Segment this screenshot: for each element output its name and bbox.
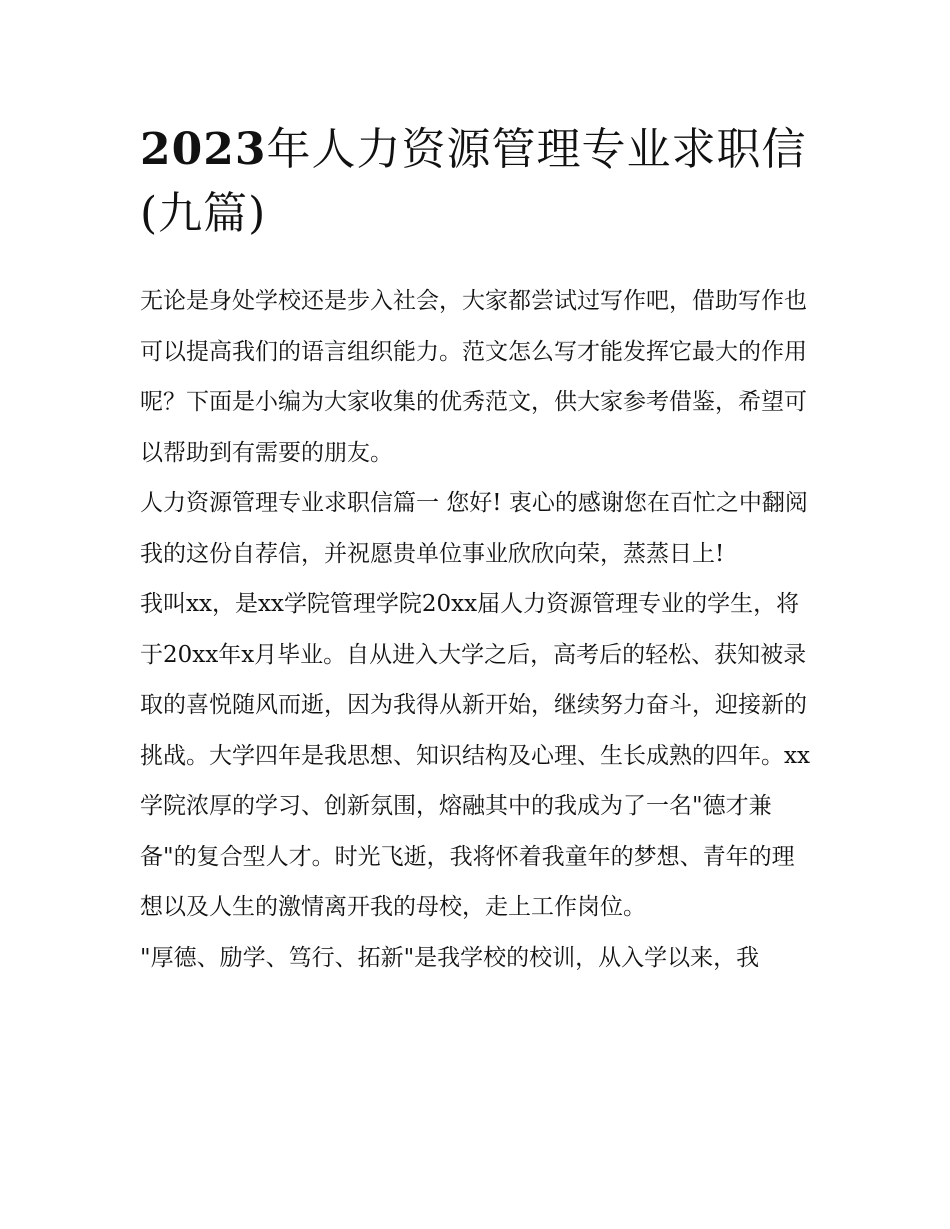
motto-paragraph: "厚德、励学、笃行、拓新"是我学校的校训，从入学以来，我 <box>140 944 760 971</box>
document-page <box>140 118 815 983</box>
intro-paragraph: 无论是身处学校还是步入社会，大家都尝试过写作吧，借助写作也可以提高我们的语言组织能力。范文怎么写才能发挥它最大的作用呢？下面是小编为大家收集的优秀范文，供大家参考借鉴，希望可以帮助到有需要的朋友。 <box>140 288 807 466</box>
title-text: 年人力资源管理专业求职信(九篇) <box>140 124 807 239</box>
title-year: 2023 <box>140 124 267 175</box>
self-intro-paragraph: 我叫xx，是xx学院管理学院20xx届人力资源管理专业的学生，将于20xx年x月毕业。自从进入大学之后，高考后的轻松、获知被录取的喜悦随风而逝，因为我得从新开始，继续努力奋斗，迎接新的挑战。大学四年是我思想、知识结构及心理、生长成熟的四年。xx学院浓厚的学习、创新氛围，熔融其中的我成为了一名"德才兼备"的复合型人才。时光飞逝，我将怀着我童年的梦想、青年的理想以及人生的激情离开我的母校，走上工作岗位。 <box>140 591 810 920</box>
document-body <box>140 276 815 983</box>
greeting-paragraph: 人力资源管理专业求职信篇一 您好! 衷心的感谢您在百忙之中翻阅我的这份自荐信，并祝愿贵单位事业欣欣向荣，蒸蒸日上! <box>140 490 808 567</box>
document-title <box>140 118 815 246</box>
